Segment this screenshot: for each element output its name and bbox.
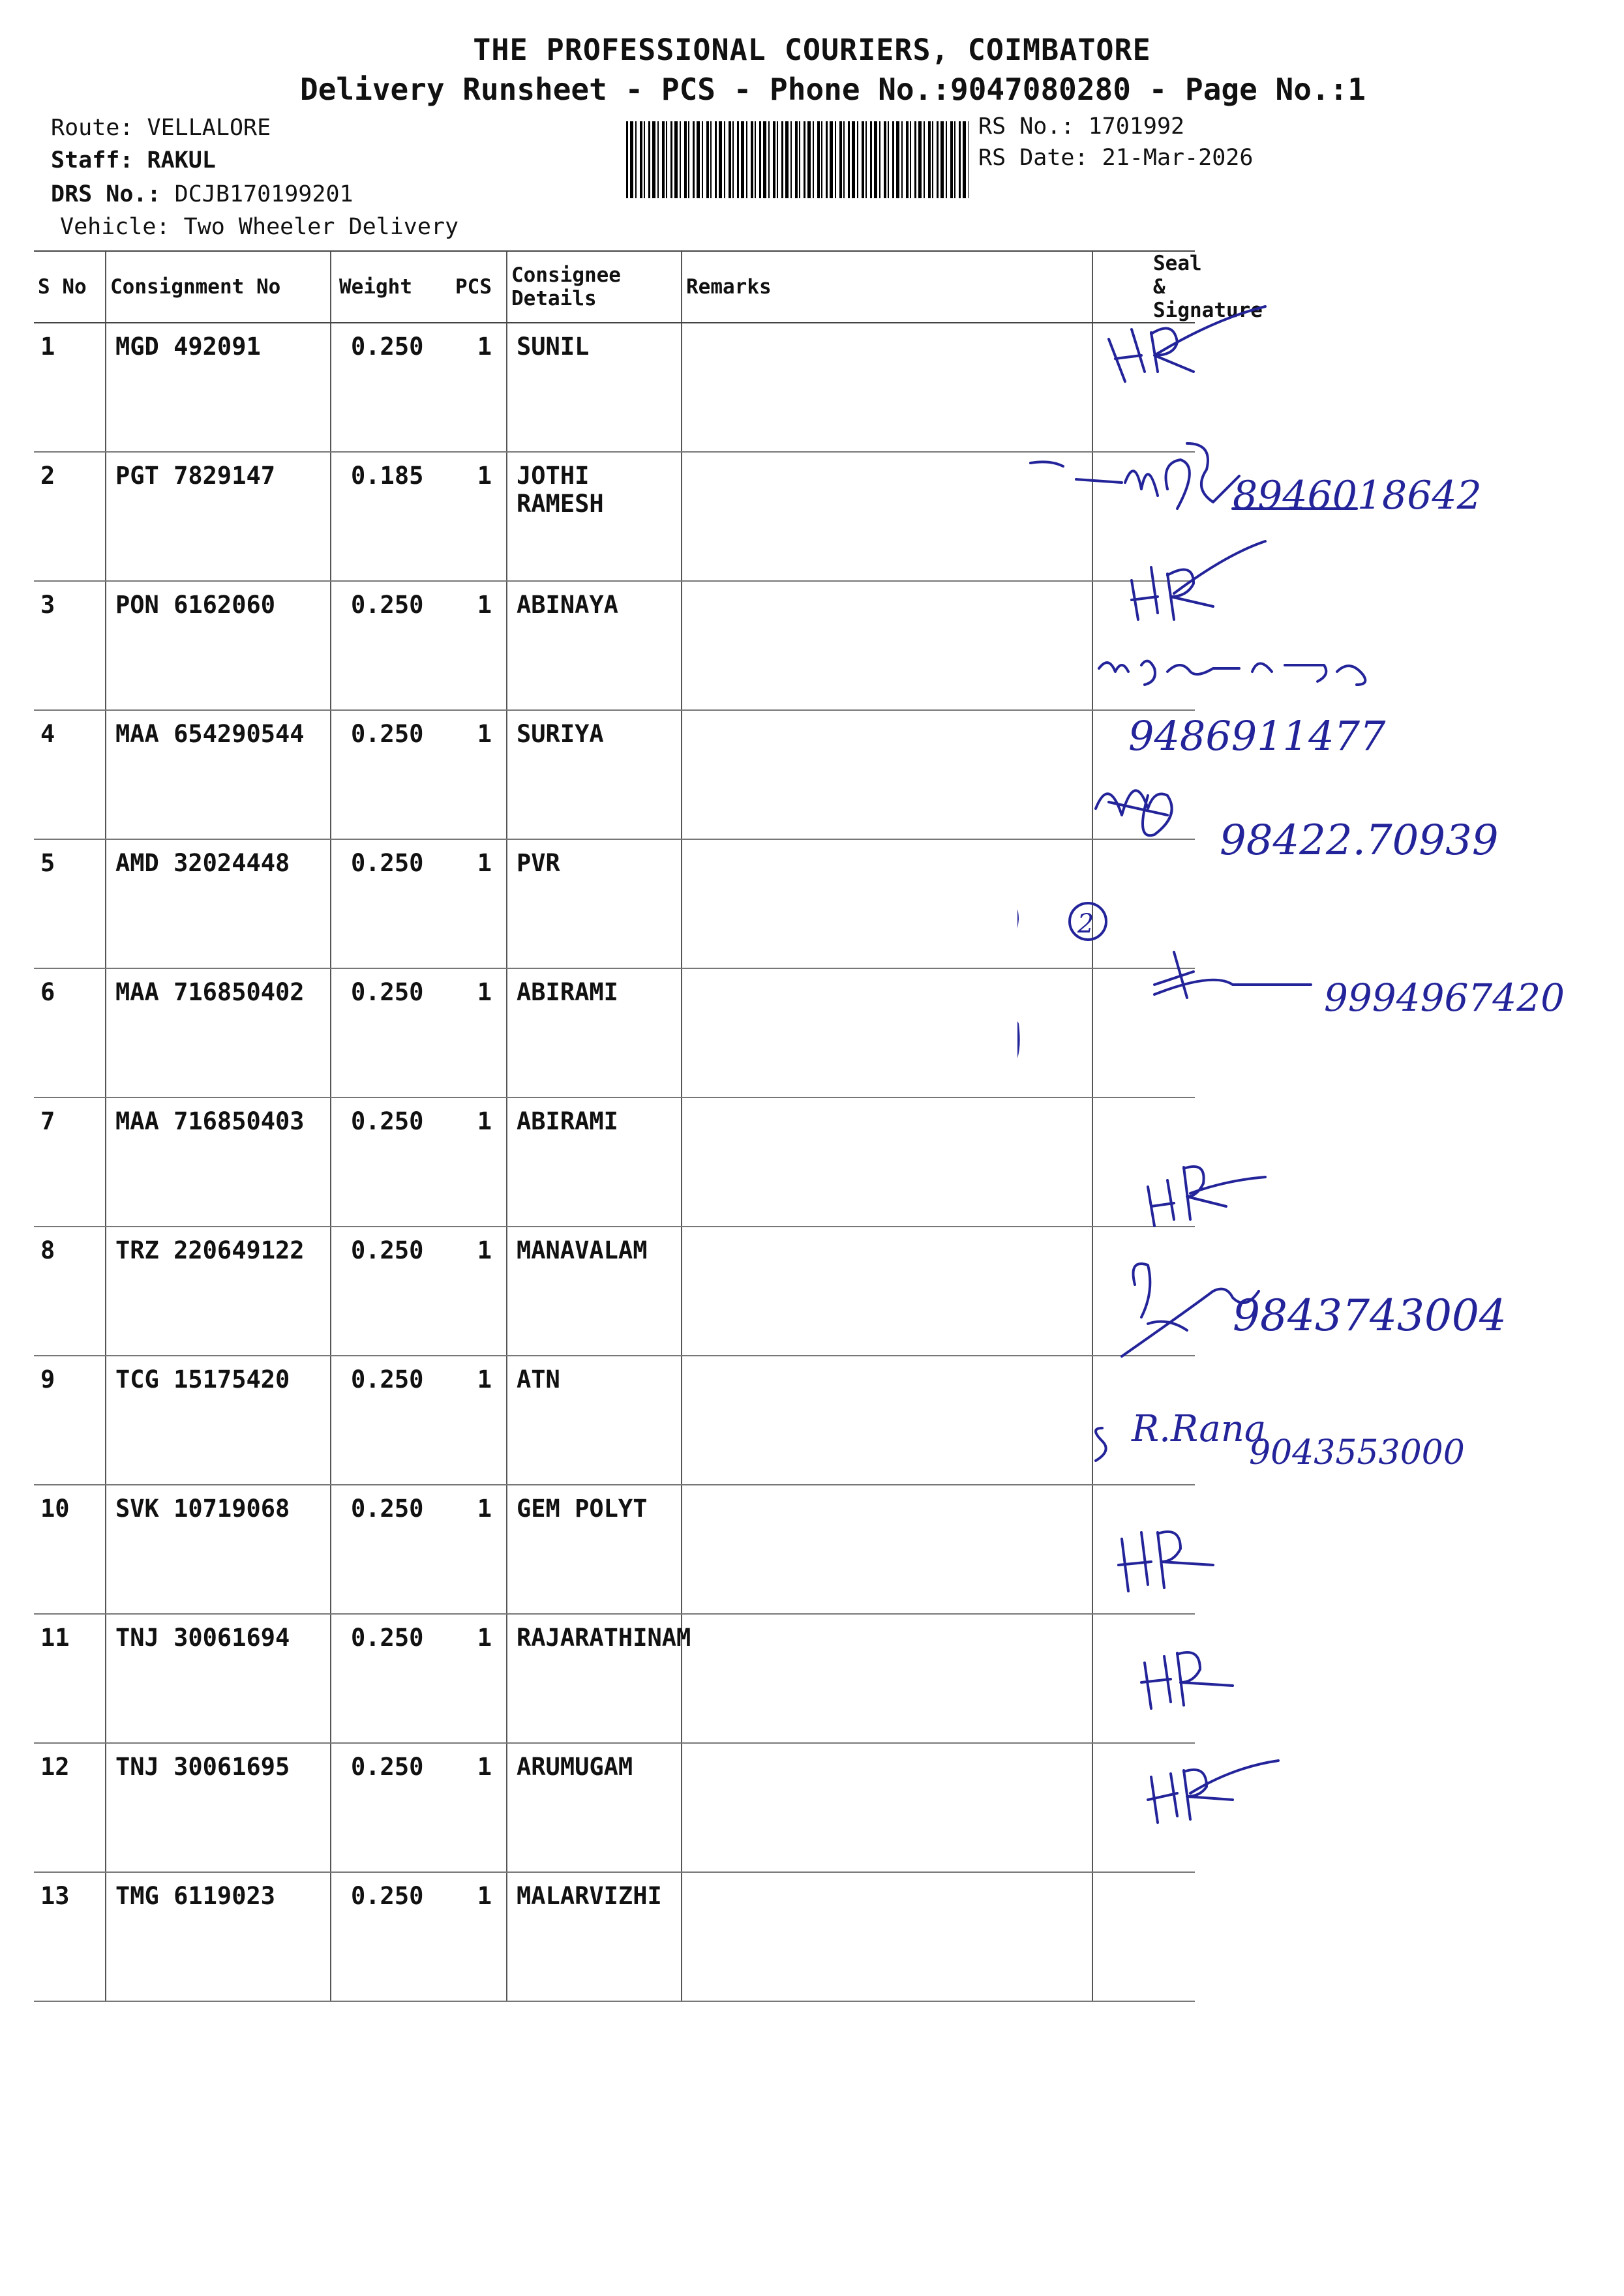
cell-consignment: MAA 716850403 <box>106 1097 331 1227</box>
cell-consignment: AMD 32024448 <box>106 839 331 968</box>
cell-weight-pcs <box>331 323 507 452</box>
cell-consignee: ARUMUGAM <box>507 1743 682 1872</box>
cell-pcs: 1 <box>477 1107 492 1135</box>
route-line <box>51 115 271 141</box>
name-row-10: R.Rana <box>1132 1408 1267 1450</box>
cell-weight-pcs <box>331 1872 507 2001</box>
rs-no-value: 1701992 <box>1088 113 1185 140</box>
cell-consignee: RAJARATHINAM <box>507 1614 682 1743</box>
cell-consignee: SURIYA <box>507 710 682 839</box>
col-consignment: Consignment No <box>106 251 331 323</box>
cell-pcs: 1 <box>477 978 492 1006</box>
cell-sno: 13 <box>34 1872 106 2001</box>
cell-consignee: MALARVIZHI <box>507 1872 682 2001</box>
cell-pcs: 1 <box>477 462 492 490</box>
cell-weight-pcs <box>331 1743 507 1872</box>
cell-pcs: 1 <box>477 1495 492 1523</box>
cell-consignee: ABINAYA <box>507 581 682 710</box>
cell-sno: 5 <box>34 839 106 968</box>
cell-weight: 0.250 <box>351 1624 424 1652</box>
col-remarks: Remarks <box>682 251 1092 323</box>
cell-consignee: MANAVALAM <box>507 1227 682 1356</box>
rs-no-line <box>978 113 1184 140</box>
phone-row-5: 98422.70939 <box>1220 816 1499 865</box>
rs-date-label: RS Date: <box>978 145 1089 171</box>
phone-row-7: 9994967420 <box>1324 976 1565 1020</box>
col-signature: Seal & Signature <box>1092 251 1195 323</box>
cell-consignee: ABIRAMI <box>507 1097 682 1227</box>
cell-consignee: PVR <box>507 839 682 968</box>
cell-consignee: ATN <box>507 1356 682 1485</box>
cell-weight-pcs <box>331 968 507 1097</box>
cell-consignment: PON 6162060 <box>106 581 331 710</box>
rs-no-label: RS No.: <box>978 113 1075 140</box>
cell-consignment: MGD 492091 <box>106 323 331 452</box>
rs-date-value: 21-Mar-2026 <box>1102 145 1254 171</box>
cell-weight-pcs <box>331 1227 507 1356</box>
cell-weight-pcs <box>331 581 507 710</box>
cell-consignment: SVK 10719068 <box>106 1485 331 1614</box>
cell-weight: 0.250 <box>351 1107 424 1135</box>
cell-weight-pcs <box>331 1614 507 1743</box>
signature-row-5 <box>1096 790 1499 865</box>
drs-label: DRS No.: <box>51 181 161 207</box>
cell-weight: 0.250 <box>351 1236 424 1264</box>
cell-sno: 9 <box>34 1356 106 1485</box>
signature-row-9 <box>1122 1264 1507 1356</box>
company-title: THE PROFESSIONAL COURIERS, COIMBATORE <box>473 33 1151 67</box>
col-sno: S No <box>34 251 106 323</box>
initials-row-12 <box>1141 1652 1233 1708</box>
route-label: Route: <box>51 115 134 141</box>
cell-weight-pcs <box>331 1097 507 1227</box>
cell-sno: 2 <box>34 452 106 581</box>
cell-pcs: 1 <box>477 1882 492 1910</box>
cell-consignment: TRZ 220649122 <box>106 1227 331 1356</box>
cell-consignment: TMG 6119023 <box>106 1872 331 2001</box>
cell-consignee: GEM POLYT <box>507 1485 682 1614</box>
col-weight-pcs <box>331 251 507 323</box>
cell-pcs: 1 <box>477 1624 492 1652</box>
staff-line <box>51 147 216 173</box>
cell-consignee: ABIRAMI <box>507 968 682 1097</box>
initials-row-1 <box>1109 306 1265 381</box>
table-row <box>34 1872 1541 2001</box>
staff-value: RAKUL <box>147 147 216 173</box>
initials-row-11 <box>1119 1532 1213 1591</box>
cell-consignee: JOTHI RAMESH <box>507 452 682 581</box>
cell-signature <box>1092 1872 1195 2001</box>
phone-row-2: 8946018642 <box>1233 473 1482 518</box>
cell-sno: 1 <box>34 323 106 452</box>
cell-weight-pcs <box>331 1356 507 1485</box>
barcode <box>626 121 969 198</box>
cell-sno: 10 <box>34 1485 106 1614</box>
cell-pcs: 1 <box>477 1365 492 1394</box>
cell-weight-pcs <box>331 839 507 968</box>
cell-consignee: SUNIL <box>507 323 682 452</box>
cell-consignment: MAA 654290544 <box>106 710 331 839</box>
cell-weight: 0.250 <box>351 978 424 1006</box>
cell-weight: 0.250 <box>351 1365 424 1394</box>
cell-consignment: MAA 716850402 <box>106 968 331 1097</box>
cell-sno: 4 <box>34 710 106 839</box>
cell-pcs: 1 <box>477 591 492 619</box>
drs-line <box>51 181 353 207</box>
cell-pcs: 1 <box>477 333 492 361</box>
cell-sno: 8 <box>34 1227 106 1356</box>
cell-pcs: 1 <box>477 1753 492 1781</box>
runsheet-subtitle: Delivery Runsheet - PCS - Phone No.:9047080280 - Page No.:1 <box>300 72 1366 107</box>
vehicle-line: Vehicle: Two Wheeler Delivery <box>60 214 459 240</box>
cell-weight: 0.250 <box>351 1882 424 1910</box>
cell-sno: 3 <box>34 581 106 710</box>
cell-weight-pcs <box>331 710 507 839</box>
cell-sno: 11 <box>34 1614 106 1743</box>
cell-weight-pcs <box>331 452 507 581</box>
cell-pcs: 1 <box>477 720 492 748</box>
cell-sno: 7 <box>34 1097 106 1227</box>
initials-row-8 <box>1148 1167 1265 1226</box>
cell-weight: 0.250 <box>351 1753 424 1781</box>
cell-weight-pcs <box>331 1485 507 1614</box>
phone-row-10: 9043553000 <box>1249 1433 1465 1472</box>
phone-row-9: 9843743004 <box>1233 1290 1507 1341</box>
cell-weight: 0.250 <box>351 720 424 748</box>
col-consignee: Consignee Details <box>507 251 682 323</box>
col-pcs: PCS <box>455 275 492 299</box>
signature-rows-6-7 <box>1017 901 1565 1076</box>
signature-row-4 <box>1099 661 1386 760</box>
cell-consignment: TNJ 30061695 <box>106 1743 331 1872</box>
signature-row-2 <box>1030 443 1482 518</box>
rs-date-line <box>978 145 1253 171</box>
cell-remarks <box>682 1872 1092 2001</box>
initials-row-3 <box>1132 541 1265 619</box>
phone-row-4: 9486911477 <box>1128 712 1386 760</box>
drs-value: DCJB170199201 <box>174 181 353 207</box>
cell-consignment: TCG 15175420 <box>106 1356 331 1485</box>
route-value: VELLALORE <box>147 115 271 141</box>
signature-overlay <box>1017 293 1604 1839</box>
cell-weight: 0.250 <box>351 1495 424 1523</box>
cell-weight: 0.250 <box>351 333 424 361</box>
cell-pcs: 1 <box>477 849 492 877</box>
staff-label: Staff: <box>51 147 134 173</box>
signature-row-10 <box>1096 1408 1465 1472</box>
cell-weight: 0.250 <box>351 849 424 877</box>
cell-weight: 0.185 <box>351 462 424 490</box>
cell-sno: 6 <box>34 968 106 1097</box>
cell-pcs: 1 <box>477 1236 492 1264</box>
col-weight: Weight <box>339 275 412 299</box>
cell-weight: 0.250 <box>351 591 424 619</box>
cell-sno: 12 <box>34 1743 106 1872</box>
initials-row-13 <box>1148 1761 1278 1823</box>
cell-consignment: TNJ 30061694 <box>106 1614 331 1743</box>
cell-consignment: PGT 7829147 <box>106 452 331 581</box>
mark-row-6: 2 <box>1077 909 1094 939</box>
